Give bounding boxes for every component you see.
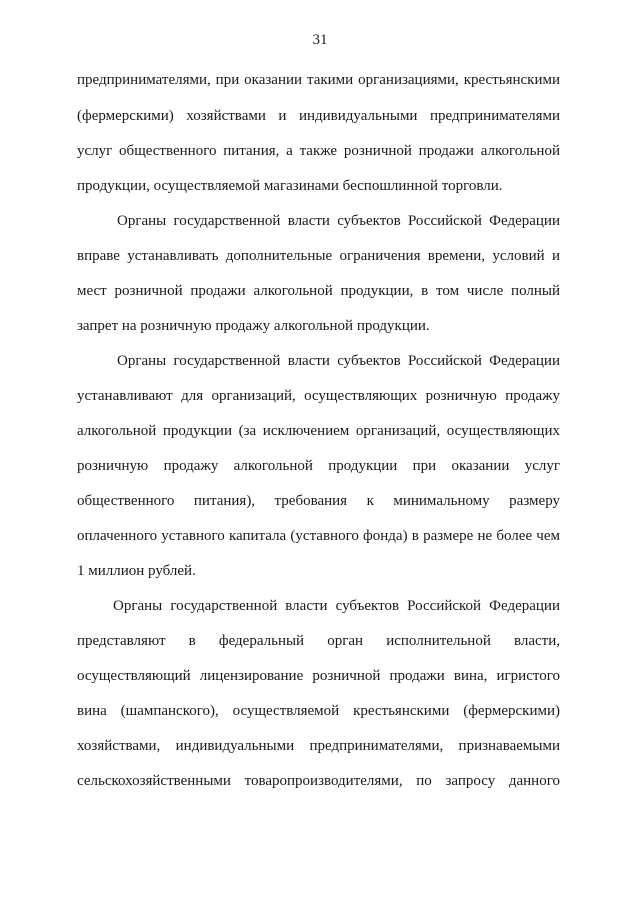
text-line: продукции, осуществляемой магазинами беспошлинной торговли. xyxy=(77,178,503,194)
text-line: представляют в федеральный орган исполнительной власти, xyxy=(77,633,560,649)
text-line: (фермерскими) хозяйствами и индивидуальными предпринимателями xyxy=(77,108,560,124)
text-line: алкогольной продукции (за исключением организаций, осуществляющих xyxy=(77,423,560,439)
text-line: оплаченного уставного капитала (уставного фонда) в размере не более чем xyxy=(77,528,560,544)
text-line: хозяйствами, индивидуальными предпринимателями, признаваемыми xyxy=(77,738,560,754)
text-line: предпринимателями, при оказании такими организациями, крестьянскими xyxy=(77,72,560,88)
text-line: сельскохозяйственными товаропроизводителями, по запросу данного xyxy=(77,773,560,789)
text-line: Органы государственной власти субъектов Российской Федерации xyxy=(117,353,560,369)
text-line: Органы государственной власти субъектов Российской Федерации xyxy=(113,598,560,614)
text-line: Органы государственной власти субъектов Российской Федерации xyxy=(117,213,560,229)
text-line: вправе устанавливать дополнительные ограничения времени, условий и xyxy=(77,248,560,264)
text-line: розничную продажу алкогольной продукции при оказании услуг xyxy=(77,458,560,474)
text-line: вина (шампанского), осуществляемой крестьянскими (фермерскими) xyxy=(77,703,560,719)
text-line: мест розничной продажи алкогольной продукции, в том числе полный xyxy=(77,283,560,299)
text-line: 1 миллион рублей. xyxy=(77,563,196,579)
text-line: устанавливают для организаций, осуществляющих розничную продажу xyxy=(77,388,560,404)
text-line: общественного питания), требования к минимальному размеру xyxy=(77,493,560,509)
text-line: услуг общественного питания, а также розничной продажи алкогольной xyxy=(77,143,560,159)
text-line: запрет на розничную продажу алкогольной продукции. xyxy=(77,318,430,334)
text-line: осуществляющий лицензирование розничной продажи вина, игристого xyxy=(77,668,560,684)
page-number: 31 xyxy=(312,32,328,48)
